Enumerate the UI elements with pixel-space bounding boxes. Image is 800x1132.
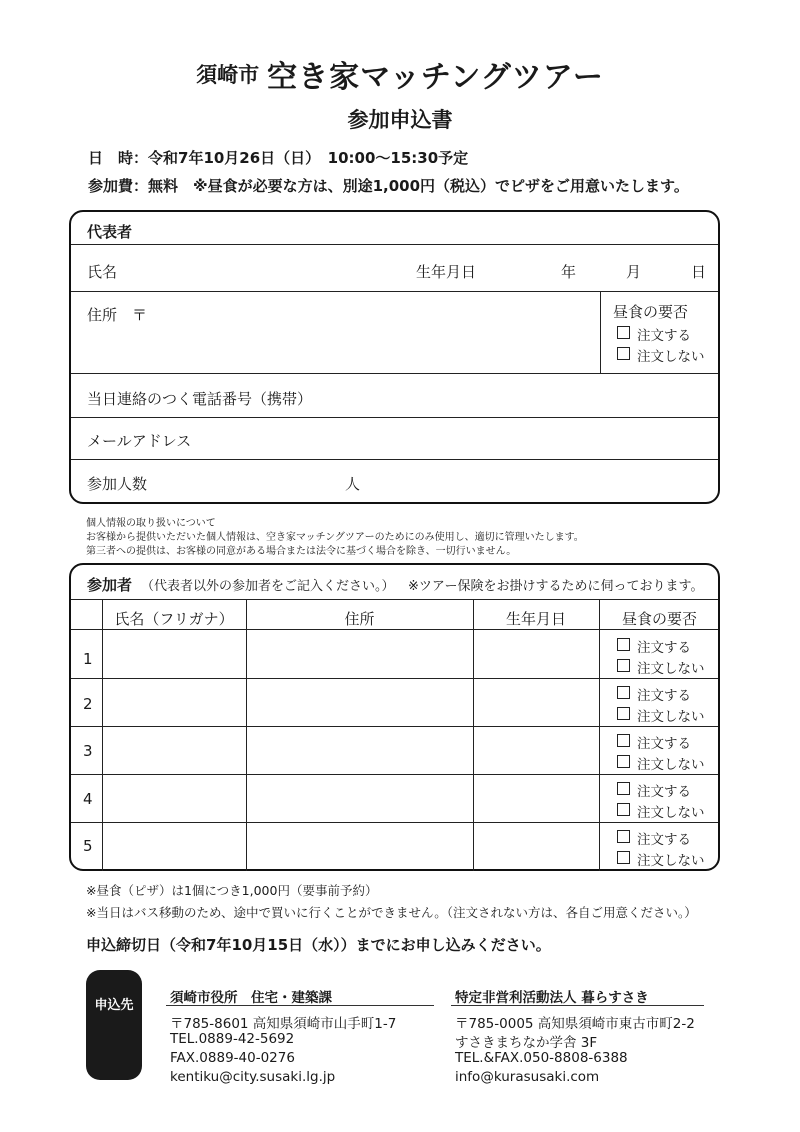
row-5-name-field[interactable] <box>104 824 244 868</box>
col-birth-header: 生年月日 <box>505 610 566 628</box>
rep-email-field[interactable] <box>211 422 711 456</box>
col-lunch-header: 昼食の要否 <box>621 610 697 628</box>
row-3-order-yes-label: 注文する <box>637 736 691 752</box>
row-2-name-field[interactable] <box>104 680 244 726</box>
row-3-order-no-checkbox[interactable] <box>617 755 630 768</box>
row-4-order-yes-label: 注文する <box>637 784 691 800</box>
rep-name-label: 氏名 <box>87 263 118 281</box>
participants-section <box>69 563 720 871</box>
privacy-line-1: お客様から提供いただいた個人情報は、空き家マッチングツアーのためにのみ使用し、適切に管理いたします。 <box>86 532 584 543</box>
row-1-birth-field[interactable] <box>475 631 597 677</box>
row-2-birth-field[interactable] <box>475 680 597 726</box>
row-3-birth-field[interactable] <box>475 728 597 774</box>
row-5-order-yes-label: 注文する <box>637 832 691 848</box>
rep-order-yes-label: 注文する <box>637 328 691 344</box>
org2-divider <box>451 1005 704 1006</box>
rep-birth-label: 生年月日 <box>416 263 477 281</box>
row-5-address-field[interactable] <box>248 824 471 868</box>
representative-section <box>69 210 720 504</box>
rep-year-unit: 年 <box>561 263 577 281</box>
org2-name: 特定非営利活動法人 暮らすさき <box>455 990 649 1006</box>
row-number-5: 5 <box>83 837 93 855</box>
org1-address: 〒785-8601 高知県須崎市山手町1-7 <box>170 1016 397 1032</box>
participants-title: 参加者 <box>87 576 133 594</box>
row-3-name-field[interactable] <box>104 728 244 774</box>
contact-badge <box>86 970 142 1080</box>
org1-divider <box>166 1005 434 1006</box>
rep-count-label: 参加人数 <box>87 475 148 493</box>
event-fee: 参加費：無料 ※昼食が必要な方は、別途1,000円（税込）でピザをご用意いたします。 <box>88 177 689 195</box>
row-2-order-no-checkbox[interactable] <box>617 707 630 720</box>
city-name: 須崎市 <box>196 63 260 87</box>
privacy-line-2: 第三者への提供は、お客様の同意がある場合または法令に基づく場合を除き、一切行いません。 <box>86 546 517 557</box>
rep-birth-field[interactable] <box>491 252 711 286</box>
rep-month-unit: 月 <box>626 263 642 281</box>
row-1-order-yes-checkbox[interactable] <box>617 638 630 651</box>
row-1-order-yes-label: 注文する <box>637 640 691 656</box>
org2-email[interactable]: info@kurasusaki.com <box>455 1069 600 1085</box>
row-4-order-no-label: 注文しない <box>637 805 705 821</box>
bus-note: ※当日はバス移動のため、途中で買いに行くことができません。（注文されない方は、各自ご用意ください。） <box>86 905 697 920</box>
row-number-2: 2 <box>83 695 93 713</box>
col-address-header: 住所 <box>344 610 375 628</box>
rep-email-label: メールアドレス <box>87 432 192 450</box>
row-2-order-no-label: 注文しない <box>637 709 705 725</box>
org2-address: 〒785-0005 高知県須崎市東古市町2-2 <box>455 1016 695 1032</box>
rep-address-label: 住所 〒 <box>87 306 148 324</box>
rep-address-field[interactable] <box>151 296 591 370</box>
rep-phone-label: 当日連絡のつく電話番号（携帯） <box>87 390 313 408</box>
contact-badge-label: 申込先 <box>94 998 134 1013</box>
row-3-order-yes-checkbox[interactable] <box>617 734 630 747</box>
row-1-name-field[interactable] <box>104 631 244 677</box>
lunch-price-note: ※昼食（ピザ）は1個につき1,000円（要事前予約） <box>86 883 378 898</box>
row-4-address-field[interactable] <box>248 776 471 822</box>
row-2-order-yes-checkbox[interactable] <box>617 686 630 699</box>
row-number-1: 1 <box>83 650 93 668</box>
row-4-name-field[interactable] <box>104 776 244 822</box>
title-line <box>0 52 800 96</box>
row-4-birth-field[interactable] <box>475 776 597 822</box>
org1-fax: FAX.0889-40-0276 <box>170 1050 295 1066</box>
rep-name-field[interactable] <box>121 252 411 286</box>
deadline-text: 申込締切日（令和7年10月15日（水））までにお申し込みください。 <box>86 936 551 954</box>
participants-note: （代表者以外の参加者をご記入ください。） <box>141 579 395 594</box>
rep-count-field[interactable] <box>161 464 341 498</box>
row-1-order-no-checkbox[interactable] <box>617 659 630 672</box>
row-5-order-no-checkbox[interactable] <box>617 851 630 864</box>
row-3-address-field[interactable] <box>248 728 471 774</box>
rep-order-no-label: 注文しない <box>637 349 705 365</box>
row-2-address-field[interactable] <box>248 680 471 726</box>
org1-email[interactable]: kentiku@city.susaki.lg.jp <box>170 1069 336 1085</box>
row-5-birth-field[interactable] <box>475 824 597 868</box>
org2-telfax: TEL.&FAX.050-8808-6388 <box>455 1050 628 1066</box>
privacy-title: 個人情報の取り扱いについて <box>86 518 216 529</box>
row-5-order-yes-checkbox[interactable] <box>617 830 630 843</box>
row-2-order-yes-label: 注文する <box>637 688 691 704</box>
row-1-address-field[interactable] <box>248 631 471 677</box>
org2-building: すさきまちなか学舎 3F <box>455 1035 598 1051</box>
org1-tel: TEL.0889-42-5692 <box>170 1031 295 1047</box>
insurance-note: ※ツアー保険をお掛けするために伺っております。 <box>408 579 704 594</box>
representative-title: 代表者 <box>87 223 133 241</box>
rep-lunch-label: 昼食の要否 <box>613 303 689 321</box>
row-4-order-no-checkbox[interactable] <box>617 803 630 816</box>
row-number-3: 3 <box>83 742 93 760</box>
rep-order-no-checkbox[interactable] <box>617 347 630 360</box>
rep-phone-field[interactable] <box>321 378 711 414</box>
row-1-order-no-label: 注文しない <box>637 661 705 677</box>
row-5-order-no-label: 注文しない <box>637 853 705 869</box>
row-number-4: 4 <box>83 790 93 808</box>
tour-title: 空き家マッチングツアー <box>267 60 604 95</box>
event-date: 日 時：令和7年10月26日（日） 10:00〜15:30予定 <box>88 149 469 167</box>
rep-day-unit: 日 <box>691 263 707 281</box>
col-name-header: 氏名（フリガナ） <box>114 610 234 628</box>
rep-count-unit: 人 <box>345 475 361 493</box>
row-4-order-yes-checkbox[interactable] <box>617 782 630 795</box>
org1-name: 須崎市役所 住宅・建築課 <box>170 990 332 1006</box>
row-3-order-no-label: 注文しない <box>637 757 705 773</box>
form-title: 参加申込書 <box>347 108 453 132</box>
rep-order-yes-checkbox[interactable] <box>617 326 630 339</box>
